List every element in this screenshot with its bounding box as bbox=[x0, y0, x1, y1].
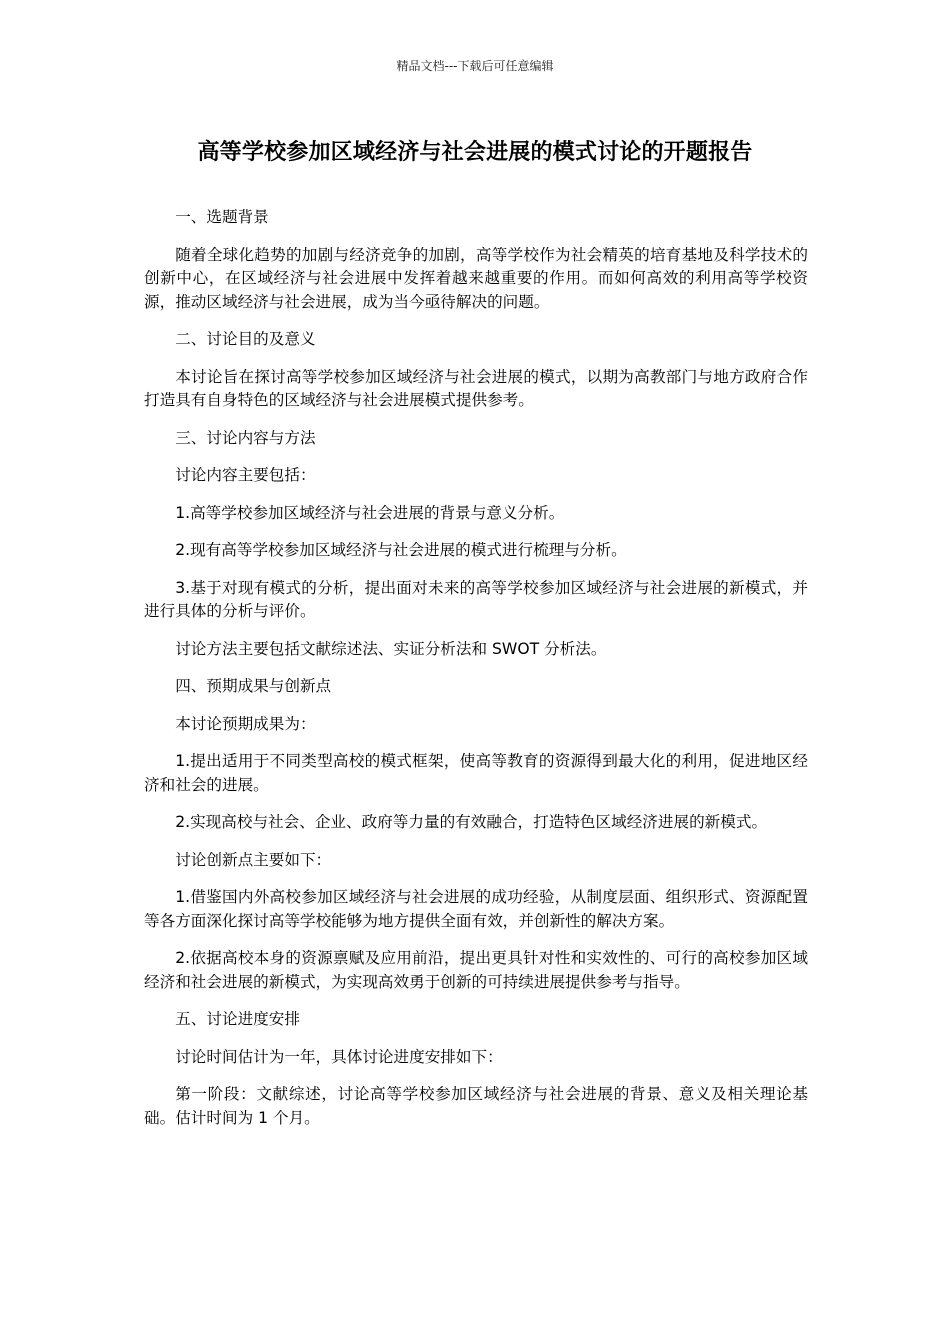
document-title: 高等学校参加区域经济与社会进展的模式讨论的开题报告 bbox=[197, 140, 753, 165]
list-item: 1.提出适用于不同类型高校的模式框架，使高等教育的资源得到最大化的利用，促进地区经济和社会的进展。 bbox=[144, 752, 808, 794]
paragraph: 讨论方法主要包括文献综述法、实证分析法和 SWOT 分析法。 bbox=[175, 639, 607, 658]
paragraph: 讨论内容主要包括： bbox=[175, 466, 316, 484]
section-heading-content-method: 三、讨论内容与方法 bbox=[175, 428, 316, 447]
page-header: 精品文档---下载后可任意编辑 bbox=[396, 59, 554, 73]
paragraph: 本讨论旨在探讨高等学校参加区域经济与社会进展的模式，以期为高教部门与地方政府合作打造具有自身特色的区域经济与社会进展模式提供参考。 bbox=[144, 367, 808, 409]
list-item: 1.高等学校参加区域经济与社会进展的背景与意义分析。 bbox=[175, 503, 565, 522]
list-item: 2.依据高校本身的资源禀赋及应用前沿，提出更具针对性和实效性的、可行的高校参加区域经济和社会进展的新模式，为实现高效勇于创新的可持续进展提供参考与指导。 bbox=[144, 949, 808, 991]
paragraph: 第一阶段：文献综述，讨论高等学校参加区域经济与社会进展的背景、意义及相关理论基础。估计时间为 1 个月。 bbox=[144, 1085, 808, 1127]
paragraph: 讨论创新点主要如下： bbox=[175, 850, 332, 869]
list-item: 2.实现高校与社会、企业、政府等力量的有效融合，打造特色区域经济进展的新模式。 bbox=[175, 813, 768, 831]
paragraph: 本讨论预期成果为： bbox=[175, 714, 316, 733]
list-item: 1.借鉴国内外高校参加区域经济与社会进展的成功经验，从制度层面、组织形式、资源配置等各方面深化探讨高等学校能够为地方提供全面有效，并创新性的解决方案。 bbox=[144, 888, 808, 930]
section-heading-results: 四、预期成果与创新点 bbox=[175, 677, 332, 695]
list-item: 3.基于对现有模式的分析，提出面对未来的高等学校参加区域经济与社会进展的新模式，并进行具体的分析与评价。 bbox=[144, 578, 808, 620]
list-item: 2.现有高等学校参加区域经济与社会进展的模式进行梳理与分析。 bbox=[175, 541, 627, 559]
document-body bbox=[144, 206, 808, 1144]
section-heading-background: 一、选题背景 bbox=[175, 208, 269, 226]
section-heading-schedule: 五、讨论进度安排 bbox=[175, 1010, 300, 1028]
paragraph: 讨论时间估计为一年，具体讨论进度安排如下： bbox=[175, 1047, 503, 1066]
paragraph: 随着全球化趋势的加剧与经济竞争的加剧，高等学校作为社会精英的培育基地及科学技术的创新中心，在区域经济与社会进展中发挥着越来越重要的作用。而如何高效的利用高等学校资源，推动区域经济与社会进展，成为当今亟待解决的问题。 bbox=[144, 245, 808, 311]
section-heading-purpose: 二、讨论目的及意义 bbox=[175, 330, 316, 348]
